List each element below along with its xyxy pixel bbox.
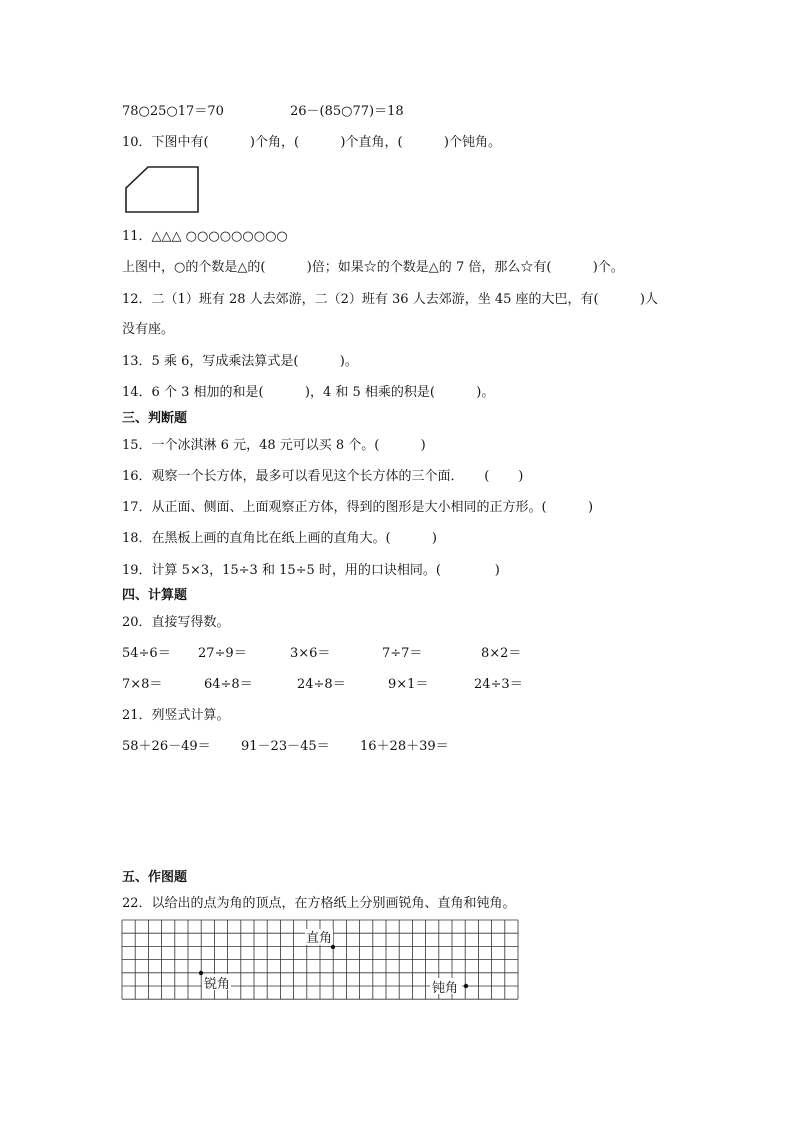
question-11-text: 上图中，○的个数是△的( )倍；如果☆的个数是△的 7 倍，那么☆有( )个。	[122, 260, 624, 275]
obtuse-angle-vertex	[464, 984, 468, 988]
question-10: 10．下图中有( )个角，( )个直角，( )个钝角。	[122, 135, 501, 150]
calc-item: 3×6＝	[290, 646, 331, 661]
vertical-calc-item: 91－23－45＝	[241, 739, 330, 754]
calc-item: 7÷7＝	[382, 646, 423, 661]
question-13: 13．5 乘 6，写成乘法算式是( )。	[122, 354, 358, 369]
question-20: 20．直接写得数。	[122, 615, 230, 630]
calc-item: 7×8＝	[122, 677, 163, 692]
equation-1: 78○25○17＝70	[122, 104, 224, 119]
obtuse-angle-label: 钝角	[432, 981, 459, 996]
calc-item: 24÷3＝	[474, 677, 523, 692]
acute-angle-label: 锐角	[204, 977, 231, 992]
section-3-heading: 三、判断题	[122, 411, 188, 426]
question-17: 17．从正面、侧面、上面观察正方体，得到的图形是大小相同的正方形。( )	[122, 500, 594, 515]
calc-item: 54÷6＝	[122, 646, 171, 661]
section-4-heading: 四、计算题	[122, 588, 188, 603]
question-11-symbols: 11．△△△ ○○○○○○○○○	[122, 229, 288, 244]
pentagon-figure	[122, 164, 202, 214]
vertical-calc-item: 58＋26－49＝	[122, 739, 211, 754]
right-angle-label: 直角	[306, 931, 333, 946]
question-12-line-1: 12．二（1）班有 28 人去郊游，二（2）班有 36 人去郊游，坐 45 座的大巴，有( )人	[122, 292, 658, 307]
pentagon-shape	[126, 167, 198, 212]
question-16: 16．观察一个长方体，最多可以看见这个长方体的三个面． ( )	[122, 469, 524, 484]
calc-item: 64÷8＝	[204, 677, 253, 692]
question-15: 15．一个冰淇淋 6 元，48 元可以买 8 个。( )	[122, 438, 426, 453]
section-5-heading: 五、作图题	[122, 870, 188, 885]
calc-item: 27÷9＝	[198, 646, 247, 661]
question-18: 18．在黑板上画的直角比在纸上画的直角大。( )	[122, 531, 438, 546]
question-22: 22．以给出的点为角的顶点，在方格纸上分别画锐角、直角和钝角。	[122, 896, 516, 911]
calc-item: 8×2＝	[481, 646, 522, 661]
question-21: 21．列竖式计算。	[122, 708, 230, 723]
calc-item: 24÷8＝	[297, 677, 346, 692]
question-14: 14．6 个 3 相加的和是( )，4 和 5 相乘的积是( )。	[122, 385, 495, 400]
right-angle-vertex	[331, 945, 335, 949]
question-12-line-2: 没有座。	[122, 322, 175, 337]
vertical-calc-item: 16＋28＋39＝	[360, 739, 449, 754]
calc-item: 9×1＝	[388, 677, 429, 692]
acute-angle-vertex	[199, 971, 203, 975]
question-19: 19．计算 5×3，15÷3 和 15÷5 时，用的口诀相同。( )	[122, 563, 500, 578]
equation-2: 26－(85○77)＝18	[290, 104, 404, 119]
grid-paper[interactable]	[122, 920, 522, 1000]
